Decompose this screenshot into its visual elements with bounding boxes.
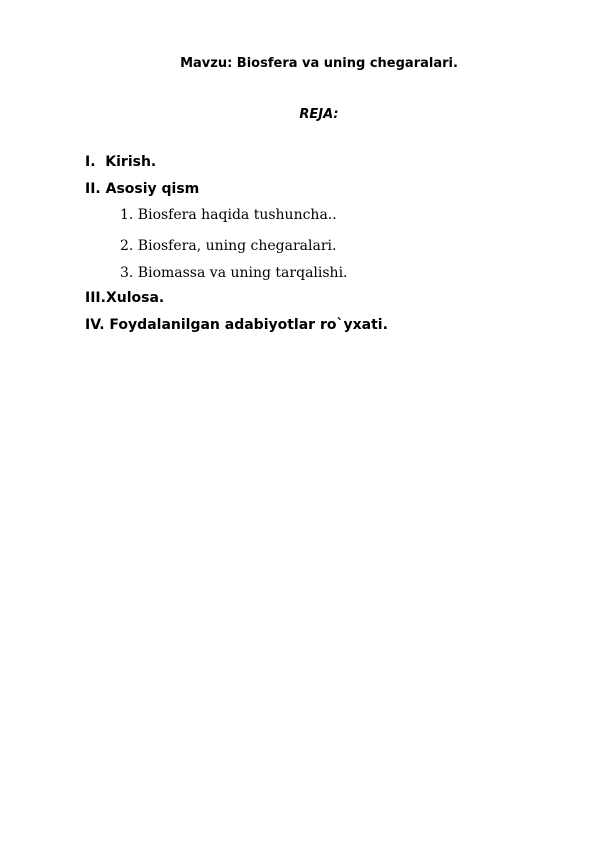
outline-item-introduction: I. Kirish. — [85, 154, 157, 170]
outline-item-references: IV. Foydalanilgan adabiyotlar ro`yxati. — [85, 317, 388, 333]
outline-item-main-part: II. Asosiy qism — [85, 181, 200, 197]
outline-subitem-3: 3. Biomassa va uning tarqalishi. — [120, 265, 348, 281]
outline-subitem-1: 1. Biosfera haqida tushuncha.. — [120, 207, 337, 223]
plan-heading: REJA: — [299, 107, 339, 122]
outline-subitem-2: 2. Biosfera, uning chegaralari. — [120, 238, 337, 254]
document-title: Mavzu: Biosfera va uning chegaralari. — [180, 56, 458, 71]
outline-item-conclusion: III.Xulosa. — [85, 290, 165, 306]
